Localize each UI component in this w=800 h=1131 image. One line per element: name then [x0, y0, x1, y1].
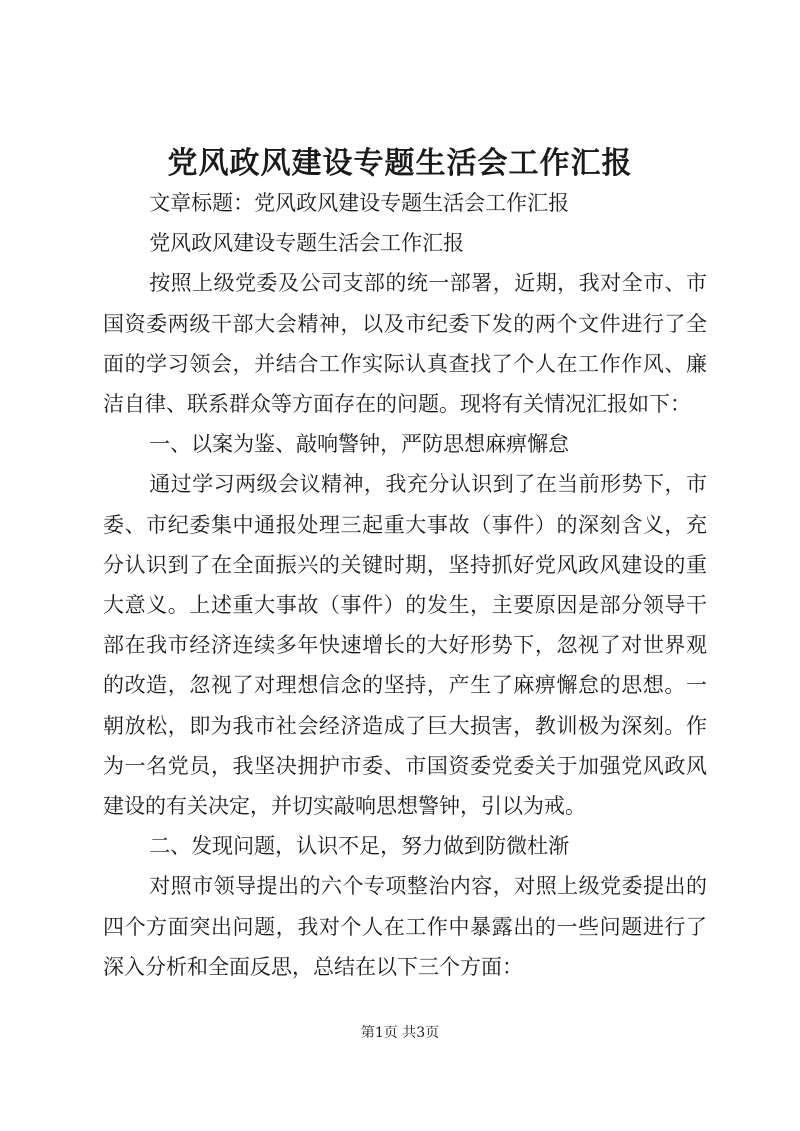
page-number-footer: 第1页 共3页 [360, 1025, 440, 1041]
paragraph-subtitle: 党风政风建设专题生活会工作汇报 [149, 231, 465, 256]
document-title: 党风政风建设专题生活会工作汇报 [167, 146, 633, 181]
paragraph-intro: 按照上级党委及公司支部的统一部署，近期，我对全市、市国资委两级干部大会精神，以及市纪委下发的两个文件进行了全面的学习领会，并结合工作实际认真查找了个人在工作作风、廉洁自律、联系群众等方面存在的问题。现将有关情况汇报如下： [103, 271, 707, 417]
paragraph-section-2: 对照市领导提出的六个专项整治内容，对照上级党委提出的四个方面突出问题，我对个人在工作中暴露出的一些问题进行了深入分析和全面反思，总结在以下三个方面： [103, 874, 707, 979]
section-heading-1: 一、以案为鉴、敲响警钟，严防思想麻痹懈怠 [149, 432, 570, 457]
paragraph-article-label: 文章标题：党风政风建设专题生活会工作汇报 [149, 191, 570, 215]
document-body [103, 183, 707, 987]
paragraph-section-1: 通过学习两级会议精神，我充分认识到了在当前形势下，市委、市纪委集中通报处理三起重大事故（事件）的深刻含义，充分认识到了在全面振兴的关键时期，坚持抓好党风政风建设的重大意义。上述重大事故（事件）的发生，主要原因是部分领导干部在我市经济连续多年快速增长的大好形势下，忽视了对世界观的改造，忽视了对理想信念的坚持，产生了麻痹懈怠的思想。一朝放松，即为我市社会经济造成了巨大损害，教训极为深刻。作为一名党员，我坚决拥护市委、市国资委党委关于加强党风政风建设的有关决定，并切实敲响思想警钟，引以为戒。 [103, 472, 707, 819]
section-heading-2: 二、发现问题，认识不足，努力做到防微杜渐 [149, 834, 570, 859]
